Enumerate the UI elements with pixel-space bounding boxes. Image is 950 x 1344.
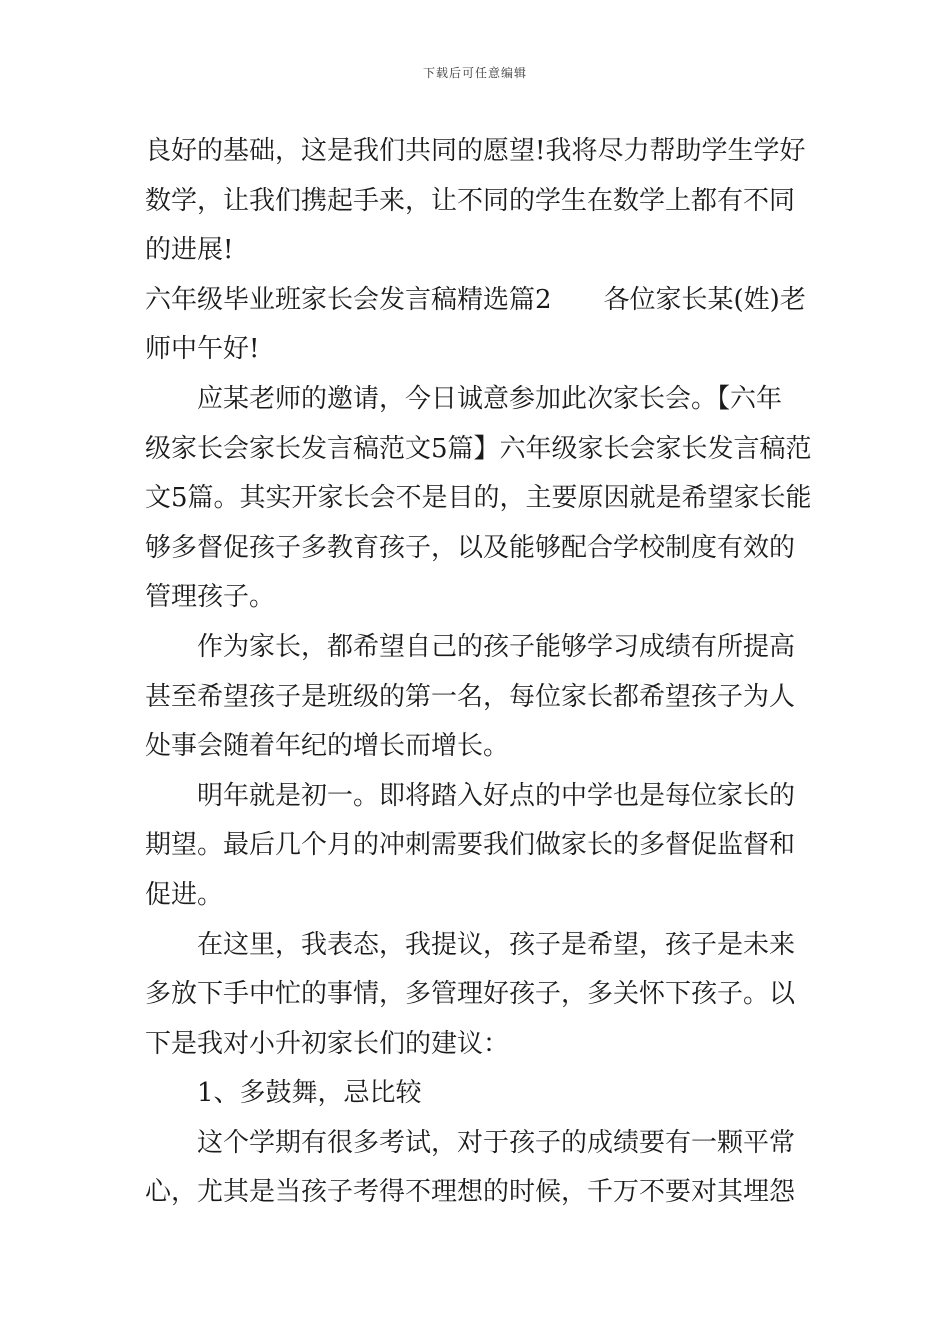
text-line: 级家长会家长发言稿范文5篇】六年级家长会家长发言稿范 <box>145 433 812 464</box>
paragraph-start-line: 作为家长，都希望自己的孩子能够学习成绩有所提高 <box>197 631 796 662</box>
text-line: 促进。 <box>145 879 224 910</box>
section-heading-line: 六年级毕业班家长会发言稿精选篇2 各位家长某(姓)老 <box>145 284 806 315</box>
text-line: 师中午好! <box>145 334 260 365</box>
text-line: 管理孩子。 <box>145 582 276 613</box>
text-line: 的进展! <box>145 235 234 266</box>
text-line: 文5篇。其实开家长会不是目的，主要原因就是希望家长能 <box>145 483 812 514</box>
text-line: 数学，让我们携起手来，让不同的学生在数学上都有不同 <box>145 185 796 216</box>
page-header: 下载后可任意编辑 <box>422 66 527 80</box>
text-line: 甚至希望孩子是班级的第一名，每位家长都希望孩子为人 <box>145 681 796 712</box>
paragraph-start-line: 在这里，我表态，我提议，孩子是希望，孩子是未来 <box>197 929 796 960</box>
list-item-heading: 1、多鼓舞，忌比较 <box>197 1078 422 1109</box>
text-line: 够多督促孩子多教育孩子，以及能够配合学校制度有效的 <box>145 532 796 563</box>
text-line: 多放下手中忙的事情，多管理好孩子，多关怀下孩子。以 <box>145 979 796 1010</box>
text-line: 处事会随着年纪的增长而增长。 <box>145 731 510 762</box>
text-line: 期望。最后几个月的冲刺需要我们做家长的多督促监督和 <box>145 830 796 861</box>
text-line: 心，尤其是当孩子考得不理想的时候，千万不要对其埋怨 <box>145 1177 796 1208</box>
text-line: 良好的基础，这是我们共同的愿望!我将尽力帮助学生学好 <box>145 136 806 166</box>
text-line: 下是我对小升初家长们的建议： <box>145 1028 510 1059</box>
document-body <box>145 127 815 1218</box>
paragraph-start-line: 这个学期有很多考试，对于孩子的成绩要有一颗平常 <box>197 1127 796 1158</box>
paragraph-start-line: 明年就是初一。即将踏入好点的中学也是每位家长的 <box>197 780 796 811</box>
paragraph-start-line: 应某老师的邀请，今日诚意参加此次家长会。【六年 <box>197 383 783 414</box>
